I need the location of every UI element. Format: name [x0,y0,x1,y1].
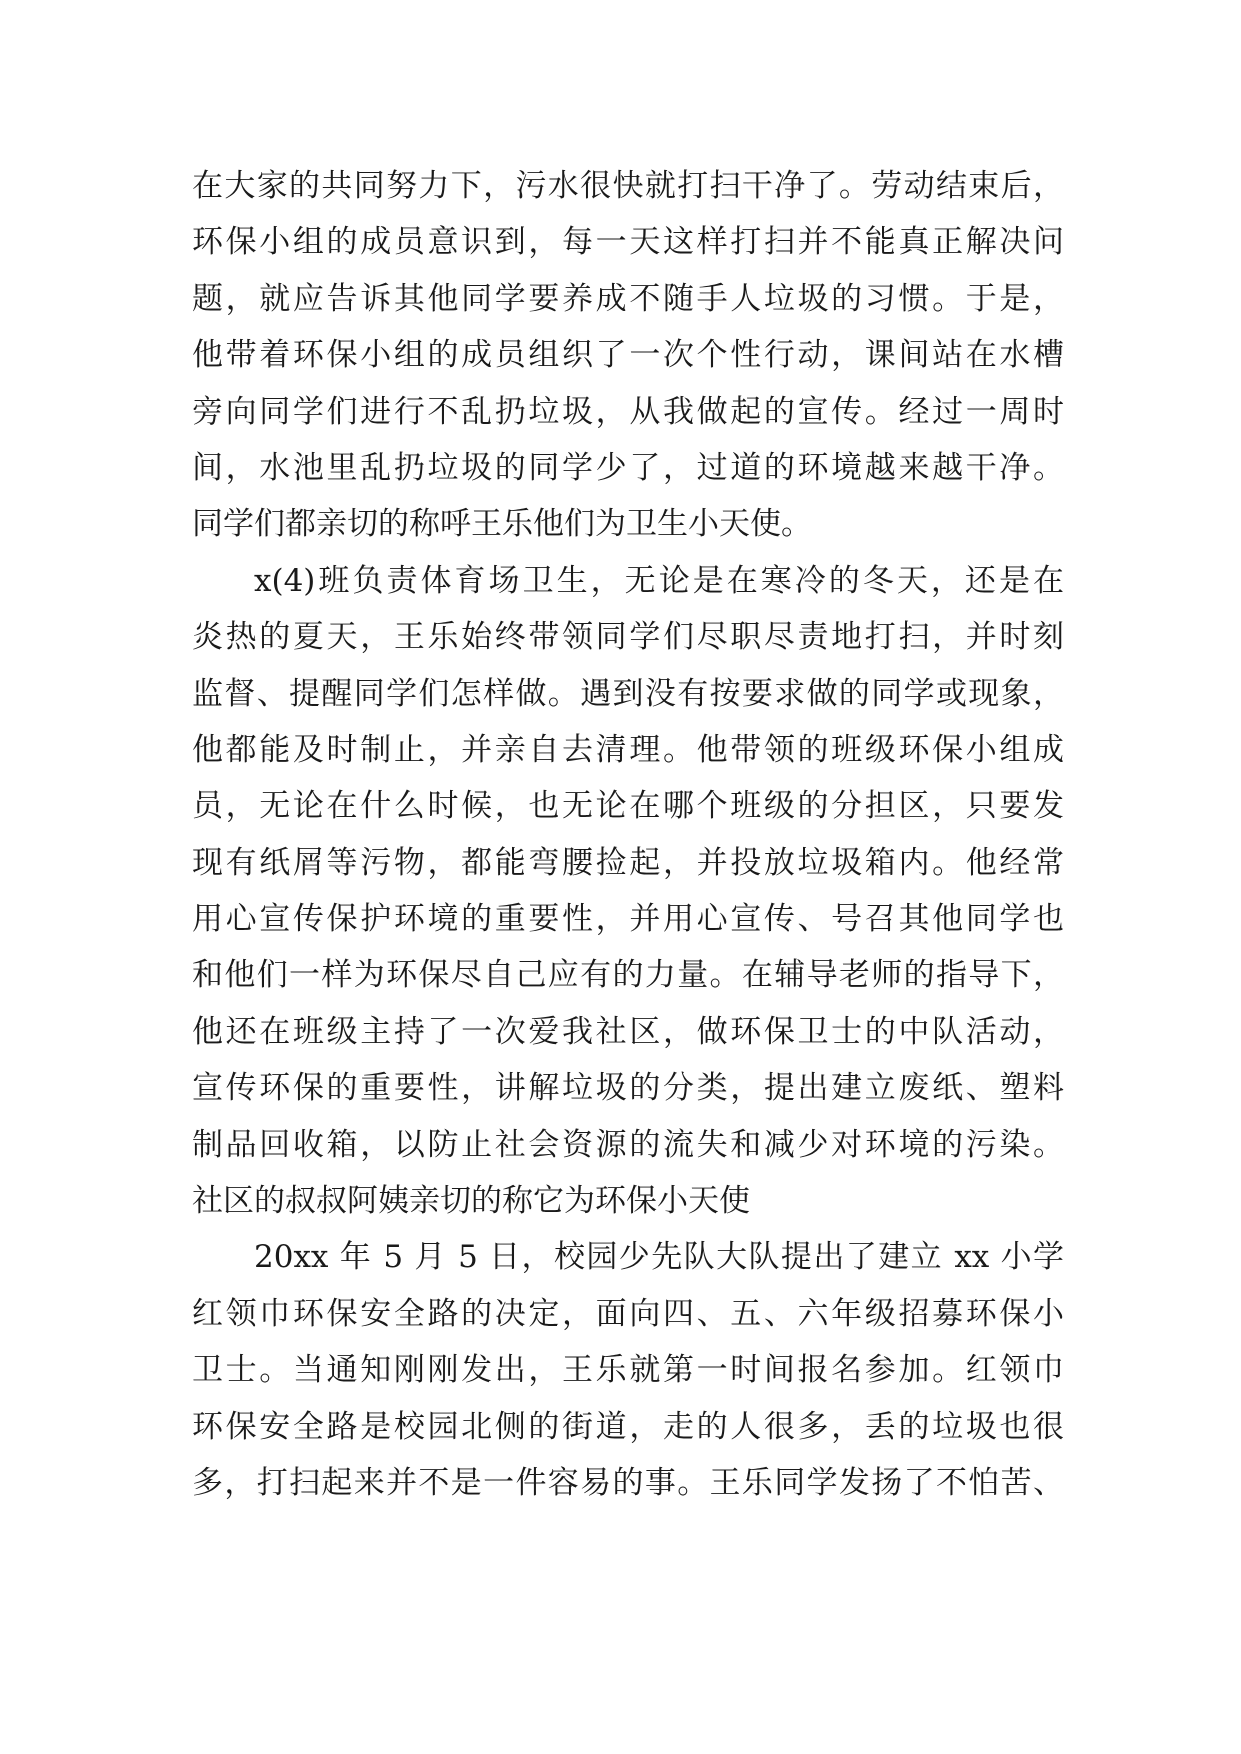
text-line: 卫士。当通知刚刚发出，王乐就第一时间报名参加。红领巾 [192,1352,1064,1389]
text-line: 在大家的共同努力下，污水很快就打扫干净了。劳动结束后， [192,168,1064,204]
text-line: 间，水池里乱扔垃圾的同学少了，过道的环境越来越干净。 [192,449,1064,486]
text-line: 用心宣传保护环境的重要性，并用心宣传、号召其他同学也 [192,901,1064,938]
text-line: 宣传环保的重要性，讲解垃圾的分类，提出建立废纸、塑料 [192,1070,1064,1107]
text-line: 同学们都亲切的称呼王乐他们为卫生小天使。 [192,506,812,543]
text-line: 他带着环保小组的成员组织了一次个性行动，课间站在水槽 [192,337,1064,374]
text-line: 他都能及时制止，并亲自去清理。他带领的班级环保小组成 [192,731,1064,768]
text-line: x(4)班负责体育场卫生，无论是在寒冷的冬天，还是在 [254,562,1064,599]
text-line: 他还在班级主持了一次爱我社区，做环保卫士的中队活动， [192,1013,1064,1050]
text-line: 环保小组的成员意识到，每一天这样打扫并不能真正解决问 [192,224,1064,261]
text-line: 炎热的夏天，王乐始终带领同学们尽职尽责地打扫，并时刻 [192,619,1064,656]
text-line: 员，无论在什么时候，也无论在哪个班级的分担区，只要发 [192,788,1064,825]
text-line: 20xx 年 5 月 5 日，校园少先队大队提出了建立 xx 小学 [254,1239,1064,1276]
text-line: 监督、提醒同学们怎样做。遇到没有按要求做的同学或现象， [192,675,1064,712]
text-line: 制品回收箱，以防止社会资源的流失和减少对环境的污染。 [192,1126,1064,1163]
text-line: 和他们一样为环保尽自己应有的力量。在辅导老师的指导下， [192,957,1064,994]
text-line: 环保安全路是校园北侧的街道，走的人很多，丢的垃圾也很 [192,1408,1064,1445]
text-line: 红领巾环保安全路的决定，面向四、五、六年级招募环保小 [192,1295,1064,1332]
text-line: 题，就应告诉其他同学要养成不随手人垃圾的习惯。于是， [192,280,1064,317]
text-line: 社区的叔叔阿姨亲切的称它为环保小天使 [192,1183,750,1220]
body-text [192,158,1064,1511]
text-line: 现有纸屑等污物，都能弯腰捡起，并投放垃圾箱内。他经常 [192,844,1064,881]
text-line: 多，打扫起来并不是一件容易的事。王乐同学发扬了不怕苦、 [192,1464,1064,1501]
text-line: 旁向同学们进行不乱扔垃圾，从我做起的宣传。经过一周时 [192,393,1064,430]
